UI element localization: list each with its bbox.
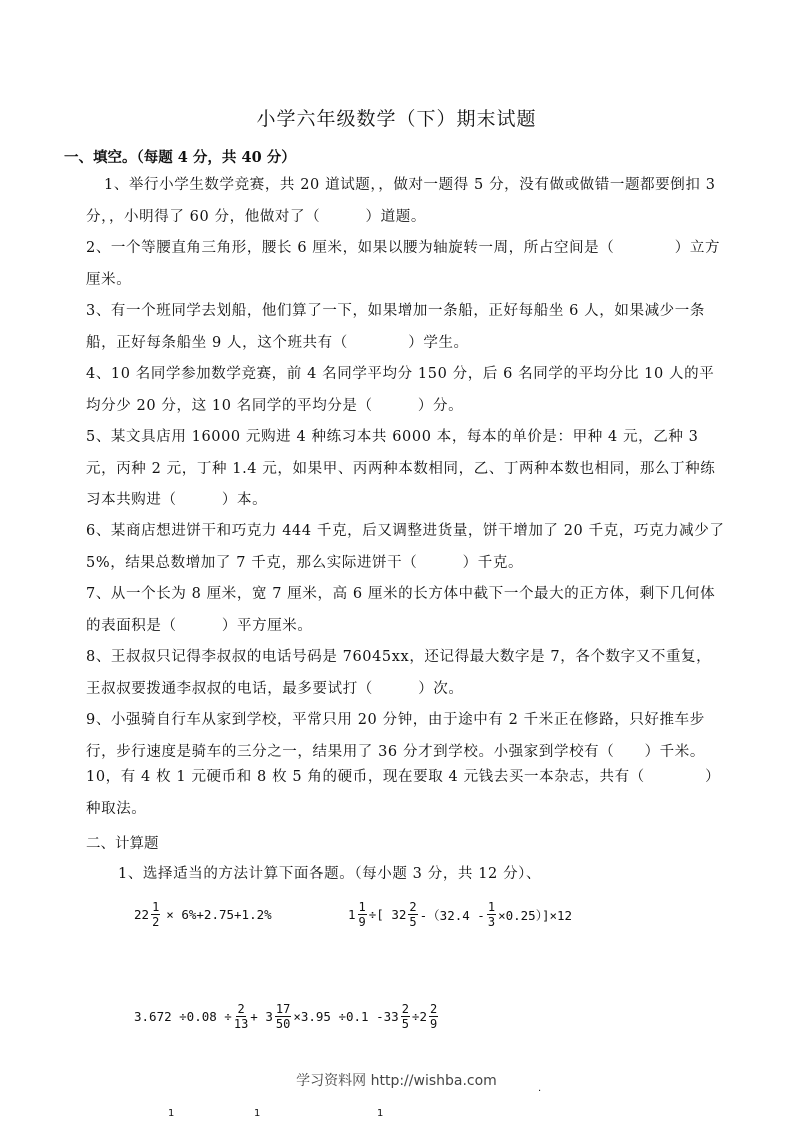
expr3-fraction-1	[234, 1002, 248, 1031]
expr2-part-c: -（32.4 -	[419, 907, 485, 923]
section-fill-in-heading: 一、填空。（每题 4 分，共 40 分）	[64, 149, 296, 166]
expr3-part-d: ÷2	[411, 1009, 427, 1024]
expr3-fraction-3	[401, 1002, 410, 1031]
expr3-fraction-4-numerator: 2	[429, 1002, 438, 1016]
expr1-fraction	[151, 900, 160, 929]
expr1-whole: 22	[134, 907, 150, 922]
expr2-fraction-2-denominator: 5	[409, 915, 417, 929]
stray-mark-1: 1	[168, 1108, 175, 1119]
question-7: 7、从一个长为 8 厘米，宽 7 厘米，高 6 厘米的长方体中截下一个最大的正方体，剩下几何体的表面积是（ ）平方厘米。	[86, 586, 716, 634]
question-5: 5、某文具店用 16000 元购进 4 种练习本共 6000 本，每本的单价是：甲种 4 元，乙种 3 元，丙种 2 元，丁种 1.4 元，如果甲、丙两种本数相同，乙、丁两种本数也相同，那么丁种练习本共购进（ ）本。	[86, 429, 716, 508]
expr3-part-c: ×3.95 ÷0.1 -33	[293, 1009, 399, 1024]
page-title: 小学六年级数学（下）期末试题	[256, 108, 537, 130]
expr3-fraction-3-denominator: 5	[401, 1017, 409, 1031]
expr3-fraction-2-denominator: 50	[275, 1017, 291, 1031]
section-calculation-heading: 二、计算题	[86, 836, 159, 852]
expr3-fraction-1-numerator: 2	[237, 1002, 245, 1016]
expr2-fraction-3	[487, 900, 496, 929]
expression-3	[134, 1002, 440, 1031]
question-4: 4、10 名同学参加数学竞赛，前 4 名同学平均分 150 分，后 6 名同学的平均分比 10 人的平均分少 20 分，这 10 名同学的平均分是（ ）分。	[86, 366, 715, 414]
question-8: 8、王叔叔只记得李叔叔的电话号码是 76045xx，还记得最大数字是 7，各个数字又不重复，王叔叔要拨通李叔叔的电话，最多要试打（ ）次。	[86, 649, 712, 697]
question-1: 1、举行小学生数学竞赛，共 20 道试题，，做对一题得 5 分，没有做或做错一题都要倒扣 3 分，，小明得了 60 分，他做对了（ ）道题。	[86, 177, 716, 225]
expr3-fraction-1-denominator: 13	[233, 1017, 249, 1031]
question-2: 2、一个等腰直角三角形，腰长 6 厘米，如果以腰为轴旋转一周，所占空间是（ ）立方厘米。	[86, 240, 721, 288]
stray-mark-3: 1	[377, 1108, 384, 1119]
expr2-fraction-3-numerator: 1	[487, 900, 496, 914]
expr1-fraction-numerator: 1	[152, 900, 160, 914]
expr1-fraction-denominator: 2	[152, 915, 160, 929]
expr2-part-d: ×0.25）]×12	[498, 907, 573, 923]
expr3-fraction-2	[275, 1002, 291, 1031]
expr3-fraction-4-denominator: 9	[429, 1017, 438, 1031]
expr2-fraction-3-denominator: 3	[487, 915, 496, 929]
expr3-fraction-4	[429, 1002, 438, 1031]
expression-2	[348, 900, 572, 929]
calc-instruction: 1、选择适当的方法计算下面各题。（每小题 3 分，共 12 分）、	[118, 866, 542, 882]
expr2-whole: 1	[348, 907, 356, 922]
expr2-fraction-1-numerator: 1	[358, 900, 366, 914]
question-3: 3、有一个班同学去划船，他们算了一下，如果增加一条船，正好每船坐 6 人，如果减少一条船，正好每条船坐 9 人，这个班共有（ ）学生。	[86, 303, 705, 351]
question-6: 6、某商店想进饼干和巧克力 444 千克，后又调整进货量，饼干增加了 20 千克，巧克力减少了 5%，结果总数增加了 7 千克，那么实际进饼干（ ）千克。	[86, 523, 725, 571]
expr2-fraction-1-denominator: 9	[358, 915, 366, 929]
expr2-fraction-2-numerator: 2	[409, 900, 417, 914]
expr3-part-b: + 3	[250, 1009, 273, 1024]
expression-1	[134, 900, 272, 929]
expr3-fraction-3-numerator: 2	[401, 1002, 409, 1016]
expr1-rest: × 6%+2.75+1.2%	[166, 907, 272, 922]
expr2-fraction-1	[358, 900, 367, 929]
expr3-part-a: 3.672 ÷0.08 ÷	[134, 1009, 232, 1024]
question-9: 9、小强骑自行车从家到学校，平常只用 20 分钟，由于途中有 2 千米正在修路，只好推车步行，步行速度是骑车的三分之一，结果用了 36 分才到学校。小强家到学校有（ ）千米。	[86, 712, 705, 760]
expr3-fraction-2-numerator: 17	[275, 1002, 291, 1016]
expr2-fraction-2	[408, 900, 417, 929]
question-10: 10，有 4 枚 1 元硬币和 8 枚 5 角的硬币，现在要取 4 元钱去买一本杂志，共有（ ）种取法。	[86, 769, 721, 817]
stray-mark-2: 1	[254, 1108, 261, 1119]
footer-watermark: 学习资料网 http://wishba.com	[296, 1073, 497, 1089]
expr2-part-b: ÷[ 32	[368, 907, 407, 922]
stray-mark-dot: .	[538, 1083, 542, 1094]
